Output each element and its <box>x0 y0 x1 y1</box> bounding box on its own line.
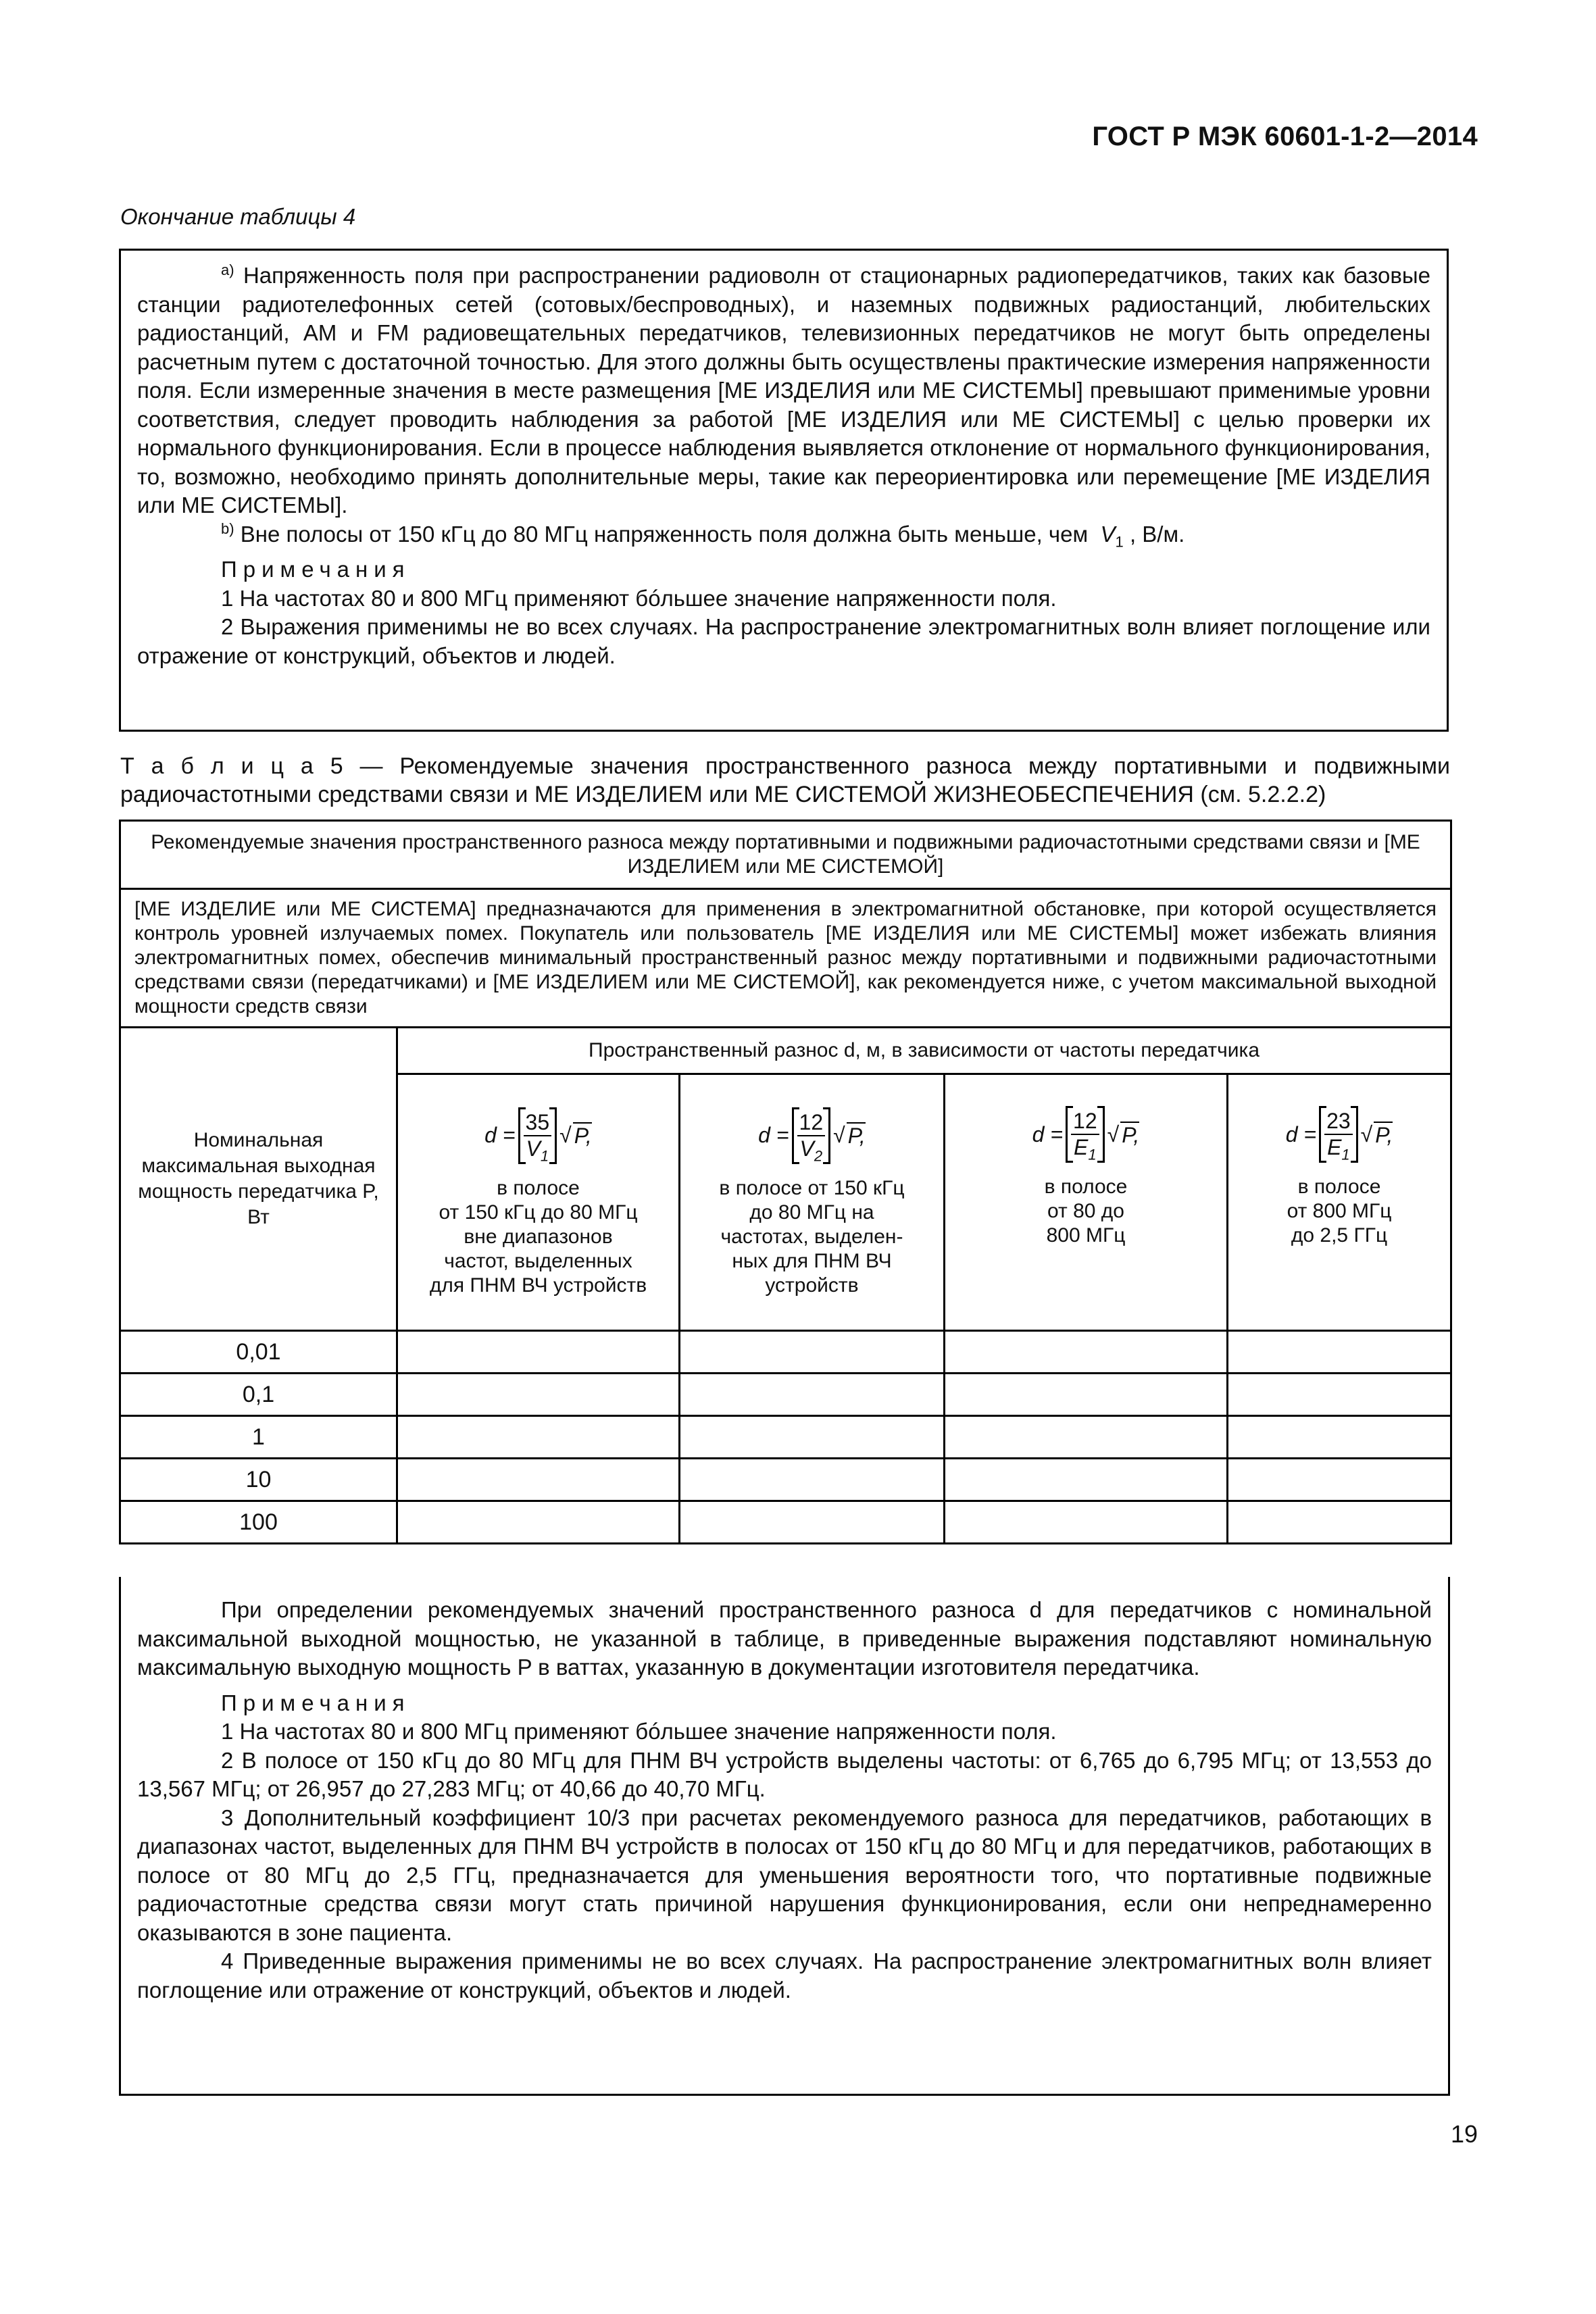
power-column-header: Номинальная максимальная выходная мощность передатчика P, Вт <box>120 1028 397 1331</box>
band-line: частотах, выделен- <box>720 1225 903 1248</box>
table5 <box>119 820 1452 1544</box>
footer-paragraph: При определении рекомендуемых значений пространственного разноса d для передатчиков с номинальной максимальной выходной мощностью, не указанной в таблице, в приведенные выражения подставляют номинальную максимальную выходную мощность P в ваттах, указанную в документации изготовителя передатчика. <box>137 1597 1432 1680</box>
formula-col-1 <box>397 1074 680 1331</box>
page-number: 19 <box>1450 2120 1478 2148</box>
empty-cell <box>397 1374 680 1416</box>
footer-note-2: 2 В полосе от 150 кГц до 80 МГц для ПНМ ВЧ устройств выделены частоты: от 6,765 до 6,795 МГц; от 13,553 до 13,567 МГц; от 26,957 до 27,283 МГц; от 40,66 до 40,70 МГц. <box>137 1747 1432 1801</box>
empty-cell <box>397 1331 680 1374</box>
empty-cell <box>397 1459 680 1501</box>
note-2: 2 Выражения применимы не во всех случаях. На распространение электромагнитных волн влияет поглощение или отражение от конструкций, объектов и людей. <box>137 614 1430 668</box>
note-b-label: b) <box>221 520 234 537</box>
band-line: в полосе <box>497 1176 580 1199</box>
footer-note-1: 1 На частотах 80 и 800 МГц применяют бóльшее значение напряженности поля. <box>221 1719 1057 1744</box>
table5-intro-row: [МЕ ИЗДЕЛИЕ или МЕ СИСТЕМА] предназначаются для применения в электромагнитной обстановке, при которой осуществляется контроль уровней излучаемых помех. Покупатель или пользователь [МЕ ИЗДЕЛИЯ или МЕ СИСТЕМЫ] может избежать влияния электромагнитных помех, обеспечив минимальный пространственный разнос между портативными и подвижными радиочастотными средствами связи (передатчиками) и [МЕ ИЗДЕЛИЕМ или МЕ СИСТЕМОЙ], как рекомендуется ниже, с учетом максимальной выходной мощности средств связи <box>120 889 1451 1028</box>
note-b <box>137 520 1430 549</box>
power-value: 0,01 <box>120 1331 397 1374</box>
distance-group-header: Пространственный разнос d, м, в зависимости от частоты передатчика <box>397 1028 1451 1074</box>
empty-cell <box>1228 1374 1451 1416</box>
notes-title: Примечания <box>221 557 411 582</box>
note-b-unit: , В/м. <box>1129 521 1185 547</box>
formula-4: d = $\frac{23}{E_1}$ √ P, <box>1286 1106 1393 1163</box>
table-row <box>120 1501 1451 1544</box>
empty-cell <box>945 1416 1228 1459</box>
formula-col-4 <box>1228 1074 1451 1331</box>
empty-cell <box>945 1501 1228 1544</box>
band-line: до 80 МГц на <box>749 1201 874 1224</box>
note-b-text: Вне полосы от 150 кГц до 80 МГц напряженность поля должна быть меньше, чем <box>240 521 1089 547</box>
empty-cell <box>680 1459 945 1501</box>
footer-notes-title: Примечания <box>221 1690 411 1715</box>
band-line: от 800 МГц <box>1287 1200 1392 1222</box>
power-value: 100 <box>120 1501 397 1544</box>
table5-footer-box <box>119 1577 1450 2096</box>
empty-cell <box>1228 1416 1451 1459</box>
table-row <box>120 1374 1451 1416</box>
band-line: до 2,5 ГГц <box>1291 1224 1388 1247</box>
band-line: устройств <box>765 1274 859 1297</box>
band-line: 800 МГц <box>1046 1224 1126 1247</box>
note-a-text: Напряженность поля при распространении радиоволн от стационарных радиопередатчиков, таких как базовые станции радиотелефонных сетей (сотовых/беспроводных), и наземных подвижных радиостанций, любительских радиостанций, AM и FM радиовещательных передатчиков, телевизионных передатчиков не могут быть определены расчетным путем с достаточной точностью. Для этого должны быть осуществлены практические измерения напряженности поля. Если измеренные значения в месте размещения [МЕ ИЗДЕЛИЯ или МЕ СИСТЕМЫ] превышают применимые уровни соответствия, следует проводить наблюдения за работой [МЕ ИЗДЕЛИЯ или МЕ СИСТЕМЫ] с целью проверки их нормального функционирования. Если в процессе наблюдения выявляется отклонение от нормального функционирования, то, возможно, необходимо принять дополнительные меры, такие как переориентировка или перемещение [МЕ ИЗДЕЛИЯ или МЕ СИСТЕМЫ]. <box>137 263 1431 518</box>
band-line: от 80 до <box>1047 1200 1124 1222</box>
formula-col-2 <box>680 1074 945 1331</box>
table5-title-row: Рекомендуемые значения пространственного разноса между портативными и подвижными радиочастотными средствами связи и [МЕ ИЗДЕЛИЕМ или МЕ СИСТЕМОЙ] <box>120 821 1451 889</box>
note-b-sub: 1 <box>1115 533 1124 551</box>
empty-cell <box>680 1374 945 1416</box>
table-row <box>120 1459 1451 1501</box>
power-value: 1 <box>120 1416 397 1459</box>
band-line: в полосе <box>1297 1176 1381 1198</box>
formula-1: d = $\frac{35}{V_1}$ √ P, <box>484 1107 592 1164</box>
band-line: вне диапазонов <box>464 1225 613 1248</box>
empty-cell <box>680 1501 945 1544</box>
empty-cell <box>945 1459 1228 1501</box>
band-line: в полосе <box>1044 1176 1128 1198</box>
empty-cell <box>397 1501 680 1544</box>
empty-cell <box>1228 1459 1451 1501</box>
note-a-label: a) <box>221 261 234 278</box>
empty-cell <box>1228 1331 1451 1374</box>
note-a <box>137 261 1430 520</box>
formula-3: d = $\frac{12}{E_1}$ √ P, <box>1032 1106 1140 1163</box>
table-row <box>120 1331 1451 1374</box>
table4-notes-box <box>119 249 1449 732</box>
empty-cell <box>397 1416 680 1459</box>
footer-note-3: 3 Дополнительный коэффициент 10/3 при расчетах рекомендуемого разноса для передатчиков, работающих в диапазонах частот, выделенных для ПНМ ВЧ устройств в полосах от 150 кГц до 80 МГц и для передатчиков, работающих в полосе от 80 МГц до 2,5 ГГц, предназначается для уменьшения вероятности того, что портативные подвижные радиочастотные средства связи могут стать причиной нарушения функционирования, если они непреднамеренно оказываются в зоне пациента. <box>137 1805 1432 1945</box>
band-line: в полосе от 150 кГц <box>719 1176 905 1199</box>
empty-cell <box>945 1374 1228 1416</box>
note-1: 1 На частотах 80 и 800 МГц применяют бóльшее значение напряженности поля. <box>221 585 1057 611</box>
table5-caption: Т а б л и ц а 5 — Рекомендуемые значения пространственного разноса между портативными и подвижными радиочастотными средствами связи и МЕ ИЗДЕЛИЕМ или МЕ СИСТЕМОЙ ЖИЗНЕОБЕСПЕЧЕНИЯ (см. 5.2.2.2) <box>120 753 1450 807</box>
table-continuation-label: Окончание таблицы 4 <box>120 204 356 229</box>
empty-cell <box>945 1331 1228 1374</box>
table-row <box>120 1416 1451 1459</box>
band-line: частот, выделенных <box>444 1249 632 1272</box>
formula-2: d = $\frac{12}{V_2}$ √ P, <box>758 1107 866 1164</box>
band-line: от 150 кГц до 80 МГц <box>439 1201 638 1224</box>
formula-col-3 <box>945 1074 1228 1331</box>
band-line: ных для ПНМ ВЧ <box>732 1249 892 1272</box>
note-b-var: V <box>1100 521 1116 547</box>
footer-note-4: 4 Приведенные выражения применимы не во всех случаях. На распространение электромагнитных волн влияет поглощение или отражение от конструкций, объектов и людей. <box>137 1948 1432 2003</box>
empty-cell <box>680 1416 945 1459</box>
empty-cell <box>1228 1501 1451 1544</box>
band-line: для ПНМ ВЧ устройств <box>429 1274 647 1297</box>
standard-header: ГОСТ Р МЭК 60601-1-2—2014 <box>1092 122 1478 151</box>
power-value: 0,1 <box>120 1374 397 1416</box>
empty-cell <box>680 1331 945 1374</box>
power-value: 10 <box>120 1459 397 1501</box>
